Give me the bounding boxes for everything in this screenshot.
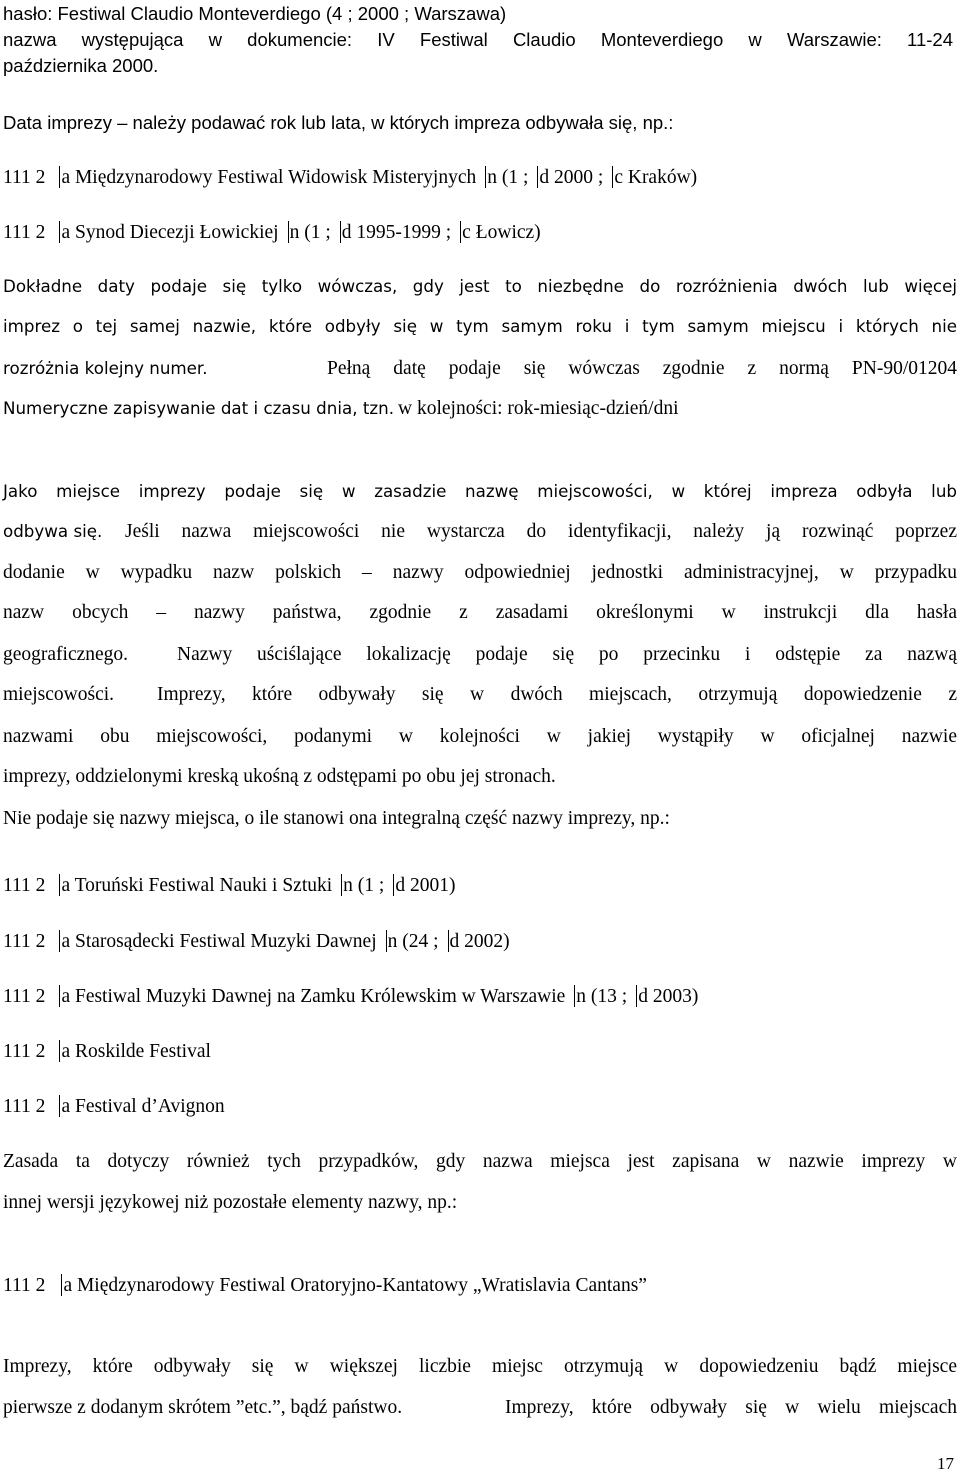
header-line-3: października 2000. [3, 55, 159, 76]
example-record [3, 221, 541, 244]
paragraph-line: Imprezy, które odbywały się w większej liczbie miejsc otrzymują w dopowiedzeniu bądź miejsce [3, 1356, 957, 1377]
example-record [3, 1274, 647, 1297]
subfield-a: a Festiwal Muzyki Dawnej na Zamku Królewskim w Warszawie [61, 986, 566, 1007]
subfield-a: a Międzynarodowy Festiwal Oratoryjno-Kantatowy „Wratislavia Cantans” [63, 1275, 647, 1296]
header-line-1: hasło: Festiwal Claudio Monteverdiego (4 ; 2000 ; Warszawa) [3, 3, 507, 24]
field-tag: 111 2 [3, 875, 46, 896]
paragraph-line: nazwami obu miejscowości, podanymi w kolejności w jakiej wystąpiły w oficjalnej nazwie [3, 726, 957, 747]
paragraph-line: Jako miejsce imprezy podaje się w zasadzie nazwę miejscowości, w której impreza odbyła lub [3, 481, 957, 501]
paragraph-line: Dokładne daty podaje się tylko wówczas, gdy jest to niezbędne do rozróżnienia dwóch lub więcej [3, 276, 957, 296]
header-line-2: nazwa występująca w dokumencie: IV Festiwal Claudio Monteverdiego w Warszawie: 11-24 [3, 29, 953, 50]
paragraph-line: imprezy, oddzielonymi kreską ukośną z odstępami po obu jej stronach. [3, 766, 556, 787]
subfield-a: a Festival d’Avignon [61, 1096, 225, 1117]
paragraph-line: dodanie w wypadku nazw polskich – nazwy odpowiedniej jednostki administracyjnej, w przypadku [3, 562, 957, 583]
paragraph-line: miejscowości. Imprezy, które odbywały się w dwóch miejscach, otrzymują dopowiedzenie z [3, 684, 957, 705]
paragraph-line: geograficznego. Nazwy uściślające lokalizację podaje się po przecinku i odstępie za nazwą [3, 644, 957, 665]
subfield-divider [340, 221, 341, 243]
subfield-divider [448, 930, 449, 952]
example-record [3, 985, 698, 1008]
paragraph-line: imprez o tej samej nazwie, które odbyły się w tym samym roku i tym samym miejscu i których nie [3, 316, 957, 336]
subfield-n: n (1 ; [343, 875, 385, 896]
field-tag: 111 2 [3, 1096, 46, 1117]
subfield-a: a Starosądecki Festiwal Muzyki Dawnej [61, 931, 377, 952]
subfield-d: d 2002) [449, 931, 510, 952]
paragraph-line: pierwsze z dodanym skrótem ”etc.”, bądź państwo. Imprezy, które odbywały się w wielu miejscach [3, 1397, 957, 1418]
example-record [3, 930, 510, 953]
subfield-d: d 1995-1999 ; [341, 222, 452, 243]
field-tag: 111 2 [3, 1275, 46, 1296]
field-tag: 111 2 [3, 167, 46, 188]
date-rule-intro: Data imprezy – należy podawać rok lub lata, w których impreza odbywała się, np.: [3, 112, 674, 133]
field-tag: 111 2 [3, 222, 46, 243]
example-record [3, 1040, 211, 1063]
example-record [3, 166, 697, 189]
subfield-a: a Toruński Festiwal Nauki i Sztuki [61, 875, 333, 896]
paragraph-line: Nie podaje się nazwy miejsca, o ile stanowi ona integralną część nazwy imprezy, np.: [3, 808, 670, 829]
subfield-c: c Łowicz) [462, 222, 541, 243]
subfield-d: d 2003) [638, 986, 699, 1007]
paragraph-line: Numeryczne zapisywanie dat i czasu dnia, tzn. w kolejności: rok-miesiąc-dzień/dni [3, 398, 679, 419]
paragraph-line: rozróżnia kolejny numer. Pełną datę podaje się wówczas zgodnie z normą PN-90/01204 [3, 358, 957, 379]
subfield-a: a Synod Diecezji Łowickiej [61, 222, 279, 243]
field-tag: 111 2 [3, 986, 46, 1007]
subfield-n: n (1 ; [289, 222, 331, 243]
subfield-n: n (1 ; [487, 167, 529, 188]
field-tag: 111 2 [3, 931, 46, 952]
subfield-c: c Kraków) [614, 167, 698, 188]
subfield-n: n (24 ; [387, 931, 439, 952]
subfield-divider [288, 221, 289, 243]
page-number: 17 [937, 1454, 954, 1473]
subfield-a: a Roskilde Festival [61, 1041, 211, 1062]
subfield-n: n (13 ; [576, 986, 628, 1007]
field-tag: 111 2 [3, 1041, 46, 1062]
subfield-a: a Międzynarodowy Festiwal Widowisk Misteryjnych [61, 167, 477, 188]
subfield-divider [386, 930, 387, 952]
paragraph-line: nazw obcych – nazwy państwa, zgodnie z zasadami określonymi w instrukcji dla hasła [3, 602, 957, 623]
subfield-divider [341, 874, 342, 896]
example-record [3, 1095, 225, 1118]
subfield-d: d 2000 ; [539, 167, 604, 188]
subfield-d: d 2001) [395, 875, 456, 896]
paragraph-line: innej wersji językowej niż pozostałe elementy nazwy, np.: [3, 1192, 458, 1213]
example-record [3, 874, 455, 897]
paragraph-line: odbywa się. Jeśli nazwa miejscowości nie wystarcza do identyfikacji, należy ją rozwinąć poprzez [3, 521, 957, 542]
paragraph-line: Zasada ta dotyczy również tych przypadków, gdy nazwa miejsca jest zapisana w nazwie imprezy w [3, 1151, 957, 1172]
